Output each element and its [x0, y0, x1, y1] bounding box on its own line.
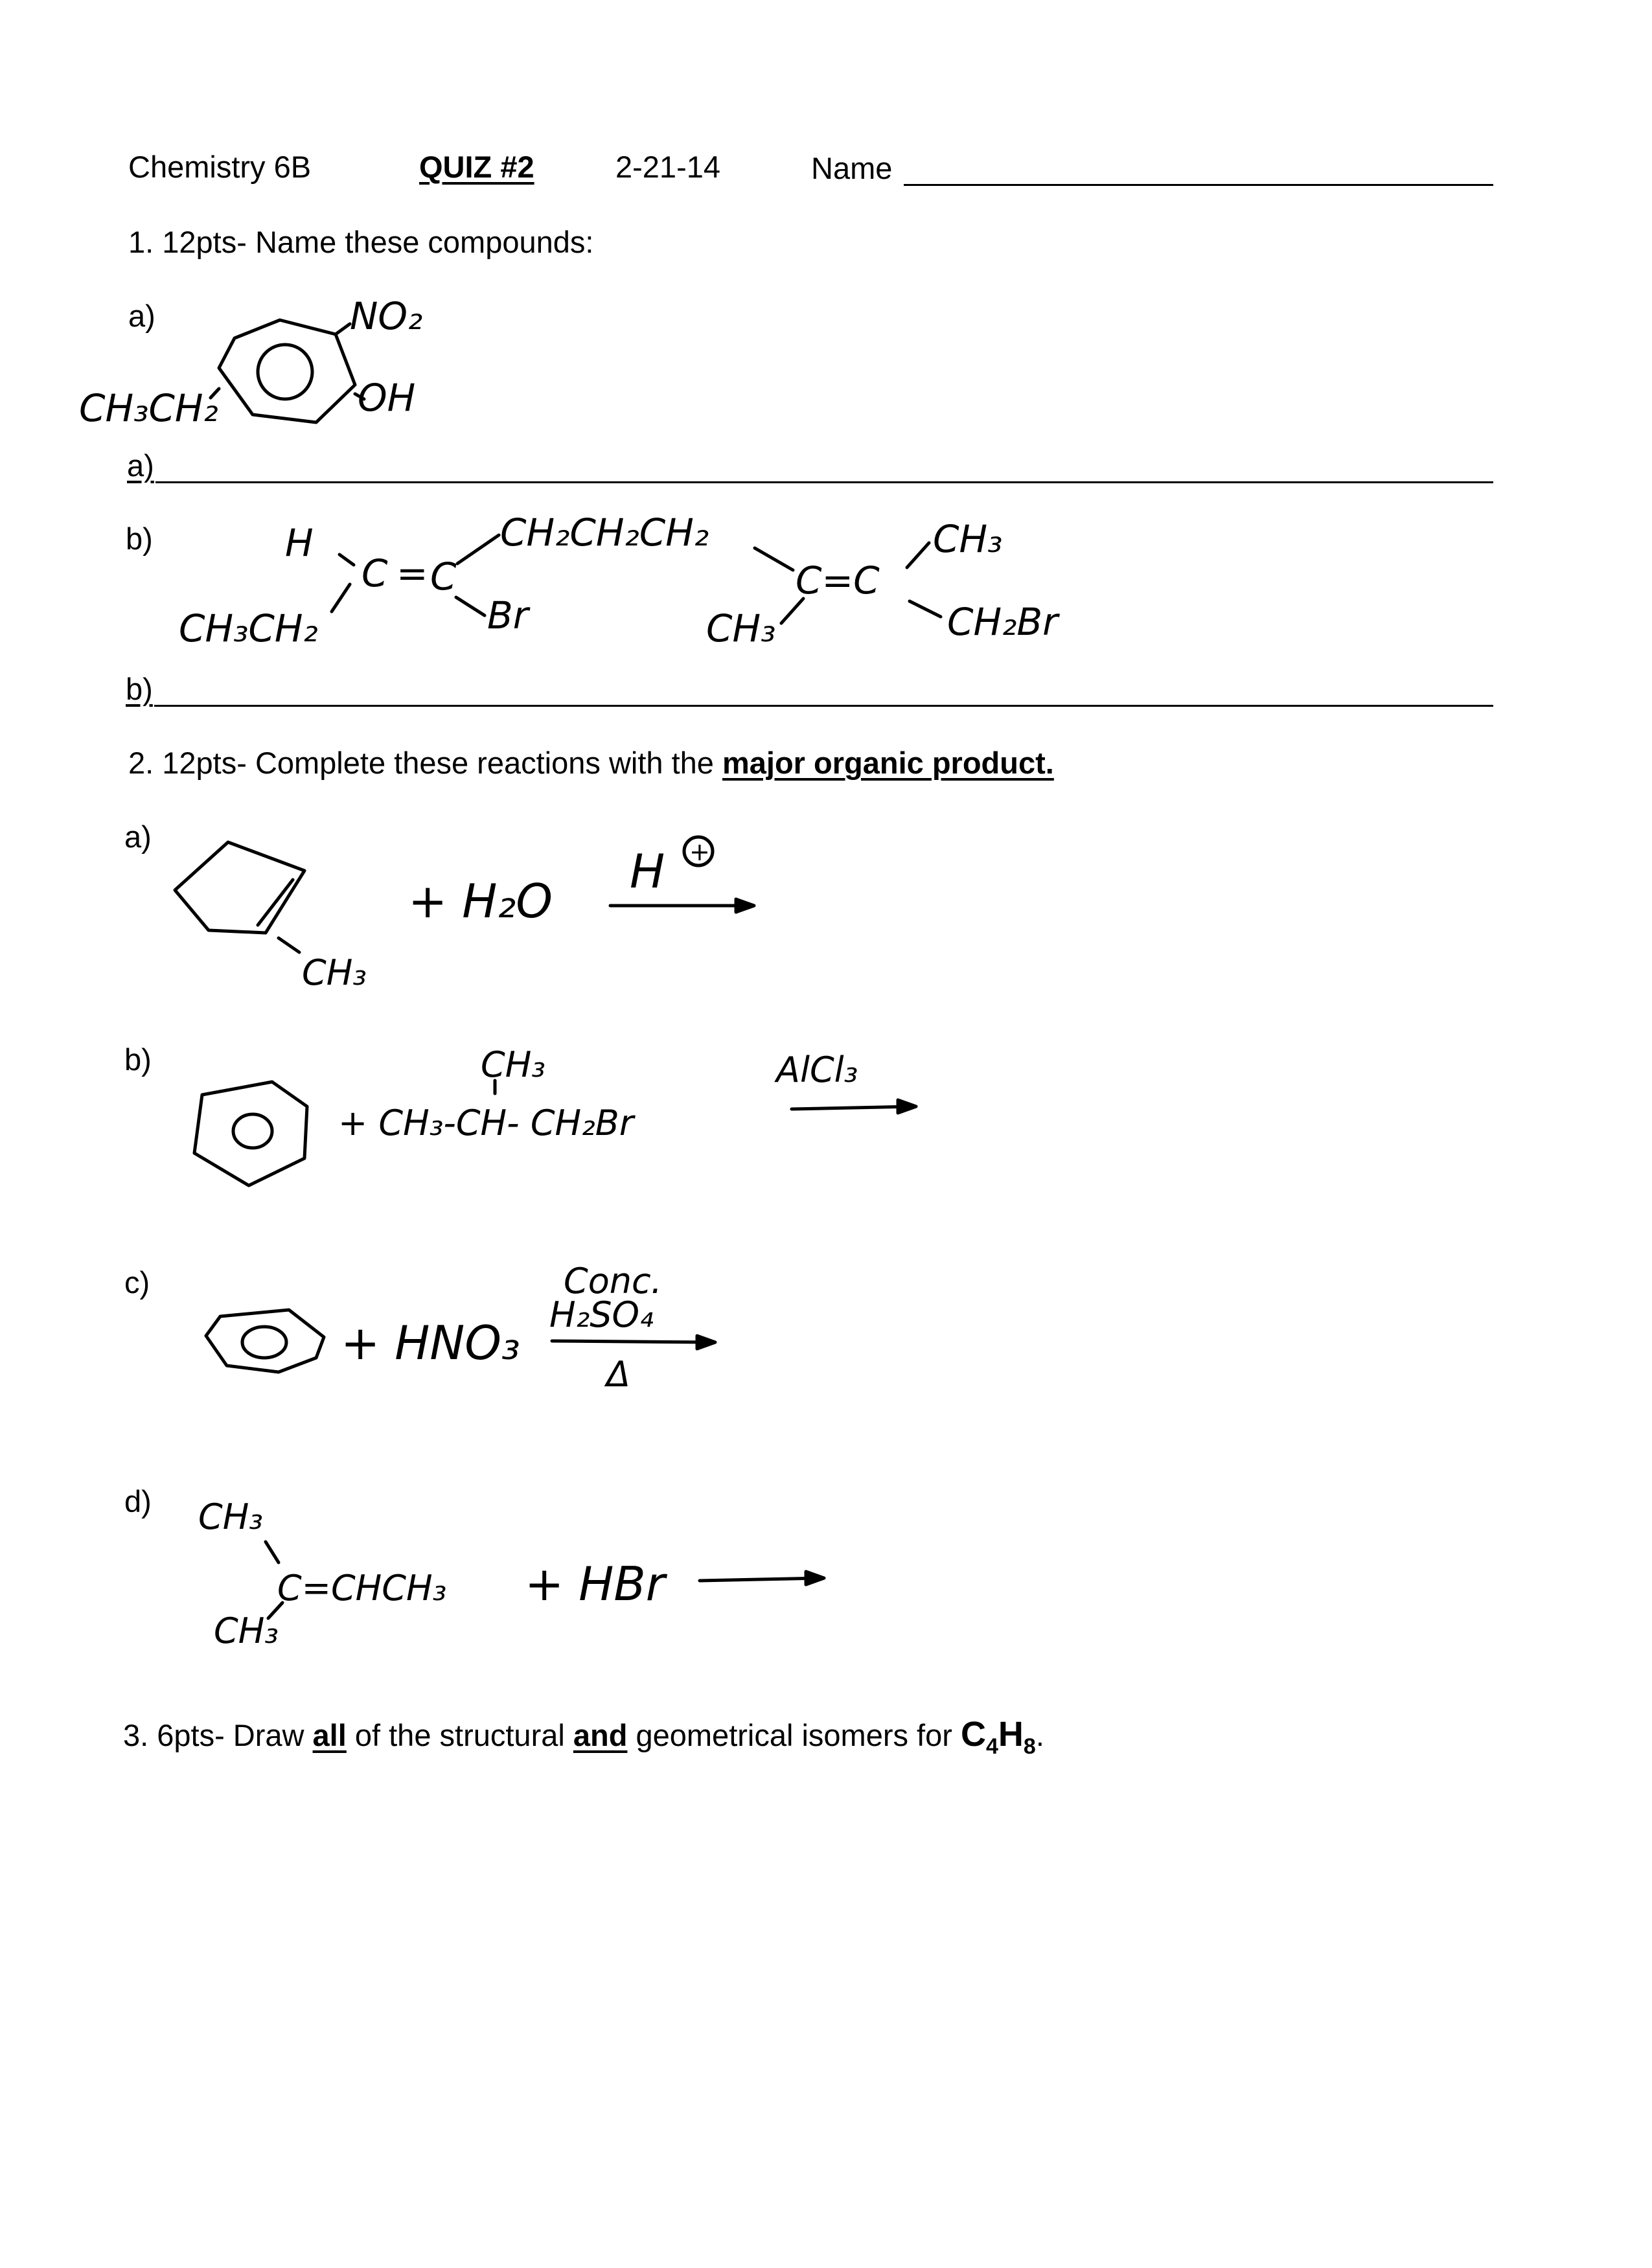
- q2d-top-bond: [266, 1542, 279, 1563]
- q1b-ethyl-bond: [332, 584, 350, 612]
- q2c-cond-top: Conc.: [564, 1261, 662, 1301]
- q2a-structure: [175, 837, 754, 993]
- q2d-label: d): [124, 1484, 152, 1518]
- q2b-benzene-ring: [194, 1082, 307, 1186]
- q2d-top-methyl: CH₃: [198, 1496, 263, 1537]
- q2c-label: c): [124, 1265, 150, 1300]
- q2c-benzene-ring: [206, 1310, 324, 1372]
- q2c-arrowhead: [697, 1336, 715, 1349]
- q2a-reagent: + H₂O: [408, 874, 553, 928]
- q2c-arrow: [552, 1341, 713, 1342]
- q2b-structure: [194, 1044, 916, 1186]
- q1b-c2: C: [430, 555, 457, 599]
- q1b-chain-bond-2: [755, 548, 793, 570]
- q1b-c1: C: [361, 551, 388, 595]
- q1b-chain-bond: [457, 535, 499, 564]
- q2d-arrow: [700, 1578, 821, 1581]
- q2b-catalyst: AlCl₃: [776, 1049, 858, 1090]
- q2a-arrowhead: [736, 899, 754, 912]
- q2-prompt-text: 2. 12pts- Complete these reactions with the: [128, 746, 722, 780]
- q2b-branch: CH₃: [481, 1044, 545, 1085]
- q2c-structure: [206, 1261, 715, 1395]
- q2d-reagent: + HBr: [525, 1557, 665, 1611]
- q1b-structure: [179, 510, 1060, 650]
- q2c-aromatic-circle: [242, 1327, 286, 1358]
- q1b-methyl-top: CH₃: [933, 517, 1003, 561]
- q2a-label: a): [124, 819, 152, 854]
- q3-and: and: [573, 1718, 628, 1752]
- q1a-ethyl: CH₃CH₂: [79, 386, 218, 430]
- q1b-br-bond: [456, 597, 485, 615]
- q3-text-2: of the structural: [346, 1718, 573, 1752]
- q3-text-3: geometrical isomers for: [627, 1718, 961, 1752]
- q1b-ch2br-bond: [910, 601, 941, 617]
- q2c-cond-bottom: Δ: [606, 1354, 630, 1395]
- q1b-br: Br: [487, 593, 529, 637]
- q1b-methyl-top-bond: [907, 543, 929, 567]
- q1a-no2: NO₂: [350, 294, 423, 338]
- q1a-oh: OH: [358, 376, 416, 420]
- q1b-label: b): [126, 521, 153, 556]
- q1b-h: H: [285, 521, 314, 565]
- q1b-eq: =: [396, 551, 428, 595]
- q2a-methyl-bond: [279, 938, 299, 952]
- course-title: Chemistry 6B: [128, 150, 312, 184]
- q2c-reagent: + HNO₃: [341, 1316, 520, 1370]
- q1b-methyl-left-bond: [781, 599, 803, 623]
- name-label: Name: [811, 151, 893, 185]
- quiz-title: QUIZ #2: [419, 150, 534, 184]
- q1-prompt: 1. 12pts- Name these compounds:: [128, 225, 594, 259]
- q3-formula-h: H: [998, 1715, 1024, 1754]
- q2c-cond-mid: H₂SO₄: [549, 1294, 654, 1335]
- q1a-answer-label: a): [127, 448, 154, 483]
- q2a-charge: +: [689, 838, 710, 866]
- q1b-c3: C=C: [796, 558, 880, 602]
- q1b-methyl-left: CH₃: [706, 606, 776, 650]
- q3-text-1: 3. 6pts- Draw: [123, 1718, 313, 1752]
- q2b-reagent: + CH₃-CH- CH₂Br: [338, 1103, 634, 1143]
- q3-period: .: [1035, 1718, 1044, 1752]
- q1b-chain: CH₂CH₂CH₂: [500, 510, 709, 555]
- q2d-arrowhead: [806, 1572, 824, 1585]
- q2-prompt-emphasis: major organic product.: [722, 746, 1054, 780]
- q2b-arrowhead: [898, 1100, 916, 1113]
- q3-formula-h-sub: 8: [1023, 1734, 1036, 1759]
- q1a-aromatic-circle: [258, 345, 312, 399]
- q2b-arrow: [792, 1106, 913, 1109]
- q2d-structure: [198, 1496, 824, 1651]
- q2b-aromatic-circle: [233, 1114, 272, 1148]
- q2a-catalyst: H: [630, 844, 665, 899]
- q1a-no2-bond: [336, 324, 350, 334]
- q3-all: all: [312, 1718, 347, 1752]
- q1b-h-bond: [339, 555, 354, 565]
- q2a-methyl: CH₃: [302, 952, 367, 993]
- q1b-answer-label: b): [126, 672, 153, 706]
- q2d-main: C=CHCH₃: [277, 1568, 447, 1609]
- q2d-bottom-methyl: CH₃: [214, 1610, 279, 1651]
- q2b-label: b): [124, 1042, 152, 1077]
- quiz-date: 2-21-14: [615, 150, 720, 184]
- q1b-ethyl: CH₃CH₂: [179, 606, 318, 650]
- q3-formula-c-sub: 4: [985, 1734, 998, 1759]
- q1a-structure: [79, 294, 422, 430]
- q1b-ch2br: CH₂Br: [947, 600, 1058, 644]
- q1a-label: a): [128, 299, 155, 333]
- q3-formula-c: C: [960, 1715, 986, 1754]
